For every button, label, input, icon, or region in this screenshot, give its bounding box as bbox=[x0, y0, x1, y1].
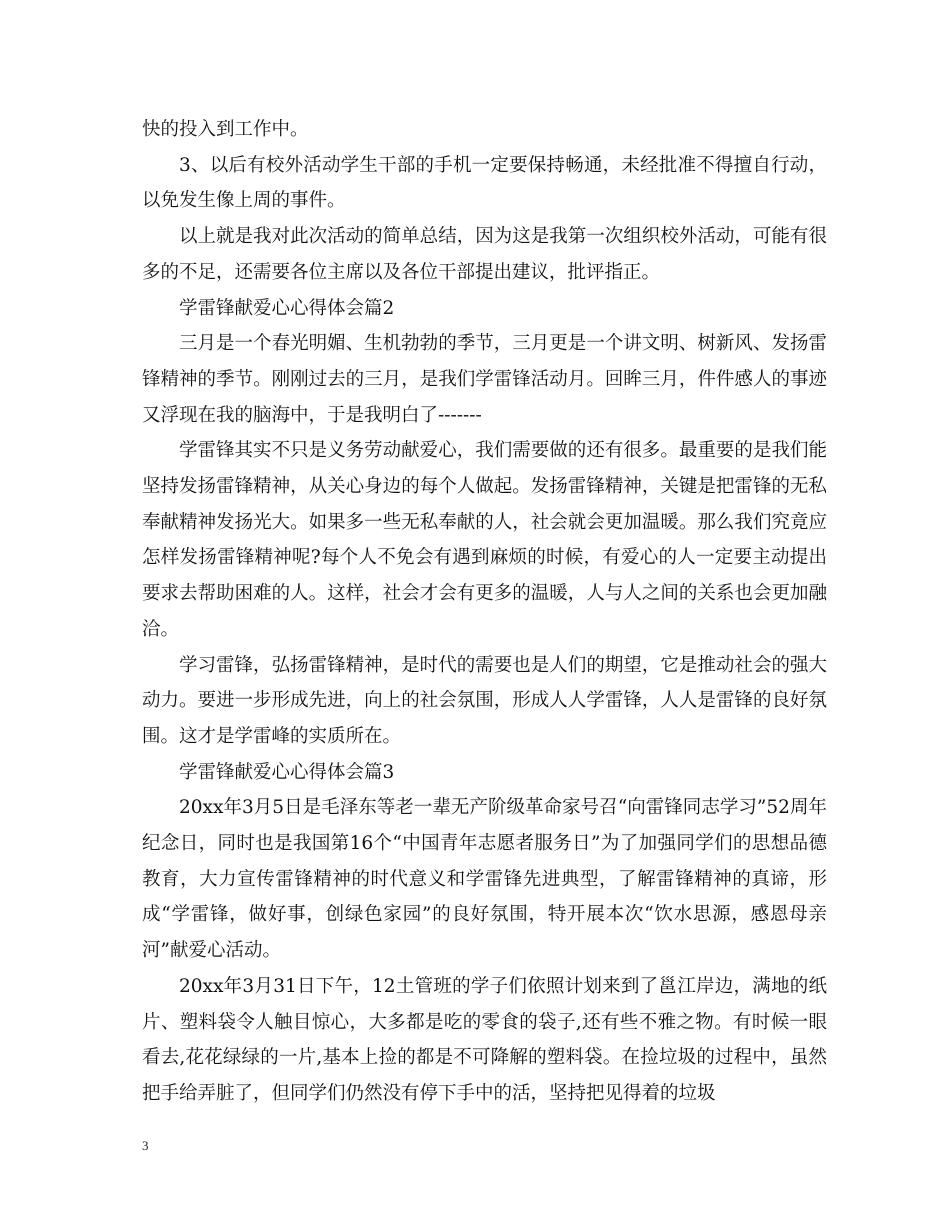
paragraph-promote-spirit: 学习雷锋，弘扬雷锋精神，是时代的需要也是人们的期望，它是推动社会的强大动力。要进一步形成先进，向上的社会氛围，形成人人学雷锋，人人是雷锋的良好氛围。这才是学雷峰的实质所在。 bbox=[142, 654, 827, 747]
paragraph-continuation: 快的投入到工作中。 bbox=[142, 119, 309, 140]
paragraph-item-3: 3、以后有校外活动学生干部的手机一定要保持畅通，未经批准不得擅自行动，以免发生像上周的事件。 bbox=[142, 154, 827, 212]
paragraph-activity: 20xx年3月31日下午，12土管班的学子们依照计划来到了邕江岸边，满地的纸片、塑料袋令人触目惊心，大多都是吃的零食的袋子,还有些不雅之物。有时候一眼看去,花花绿绿的一片,基本上捡的都是不可降解的塑料袋。在捡垃圾的过程中，虽然把手给弄脏了，但同学们仍然没有停下手中的活，坚持把见得着的垃圾 bbox=[142, 975, 827, 1104]
paragraph-march: 三月是一个春光明媚、生机勃勃的季节，三月更是一个讲文明、树新风、发扬雷锋精神的季节。刚刚过去的三月，是我们学雷锋活动月。回眸三月，件件感人的事迹又浮现在我的脑海中，于是我明白了------- bbox=[142, 333, 827, 426]
paragraph-anniversary: 20xx年3月5日是毛泽东等老一辈无产阶级革命家号召“向雷锋同志学习”52周年纪念日，同时也是我国第16个“中国青年志愿者服务日”为了加强同学们的思想品德教育，大力宣传雷锋精神的时代意义和学雷锋先进典型，了解雷锋精神的真谛，形成“学雷锋，做好事，创绿色家园”的良好氛围，特开展本次“饮水思源，感恩母亲河”献爱心活动。 bbox=[142, 797, 827, 962]
section-heading-3: 学雷锋献爱心心得体会篇3 bbox=[179, 761, 395, 783]
document-body bbox=[142, 112, 827, 1112]
paragraph-learn-leifeng: 学雷锋其实不只是义务劳动献爱心，我们需要做的还有很多。最重要的是我们能坚持发扬雷锋精神，从关心身边的每个人做起。发扬雷锋精神，关键是把雷锋的无私奉献精神发扬光大。如果多一些无私奉献的人，社会就会更加温暖。那么我们究竟应怎样发扬雷锋精神呢?每个人不免会有遇到麻烦的时候，有爱心的人一定要主动提出要求去帮助困难的人。这样，社会才会有更多的温暖，人与人之间的关系也会更加融洽。 bbox=[142, 440, 827, 640]
page-number: 3 bbox=[142, 1138, 149, 1153]
section-heading-2: 学雷锋献爱心心得体会篇2 bbox=[179, 297, 395, 319]
paragraph-summary: 以上就是我对此次活动的简单总结，因为这是我第一次组织校外活动，可能有很多的不足，还需要各位主席以及各位干部提出建议，批评指正。 bbox=[142, 226, 827, 283]
